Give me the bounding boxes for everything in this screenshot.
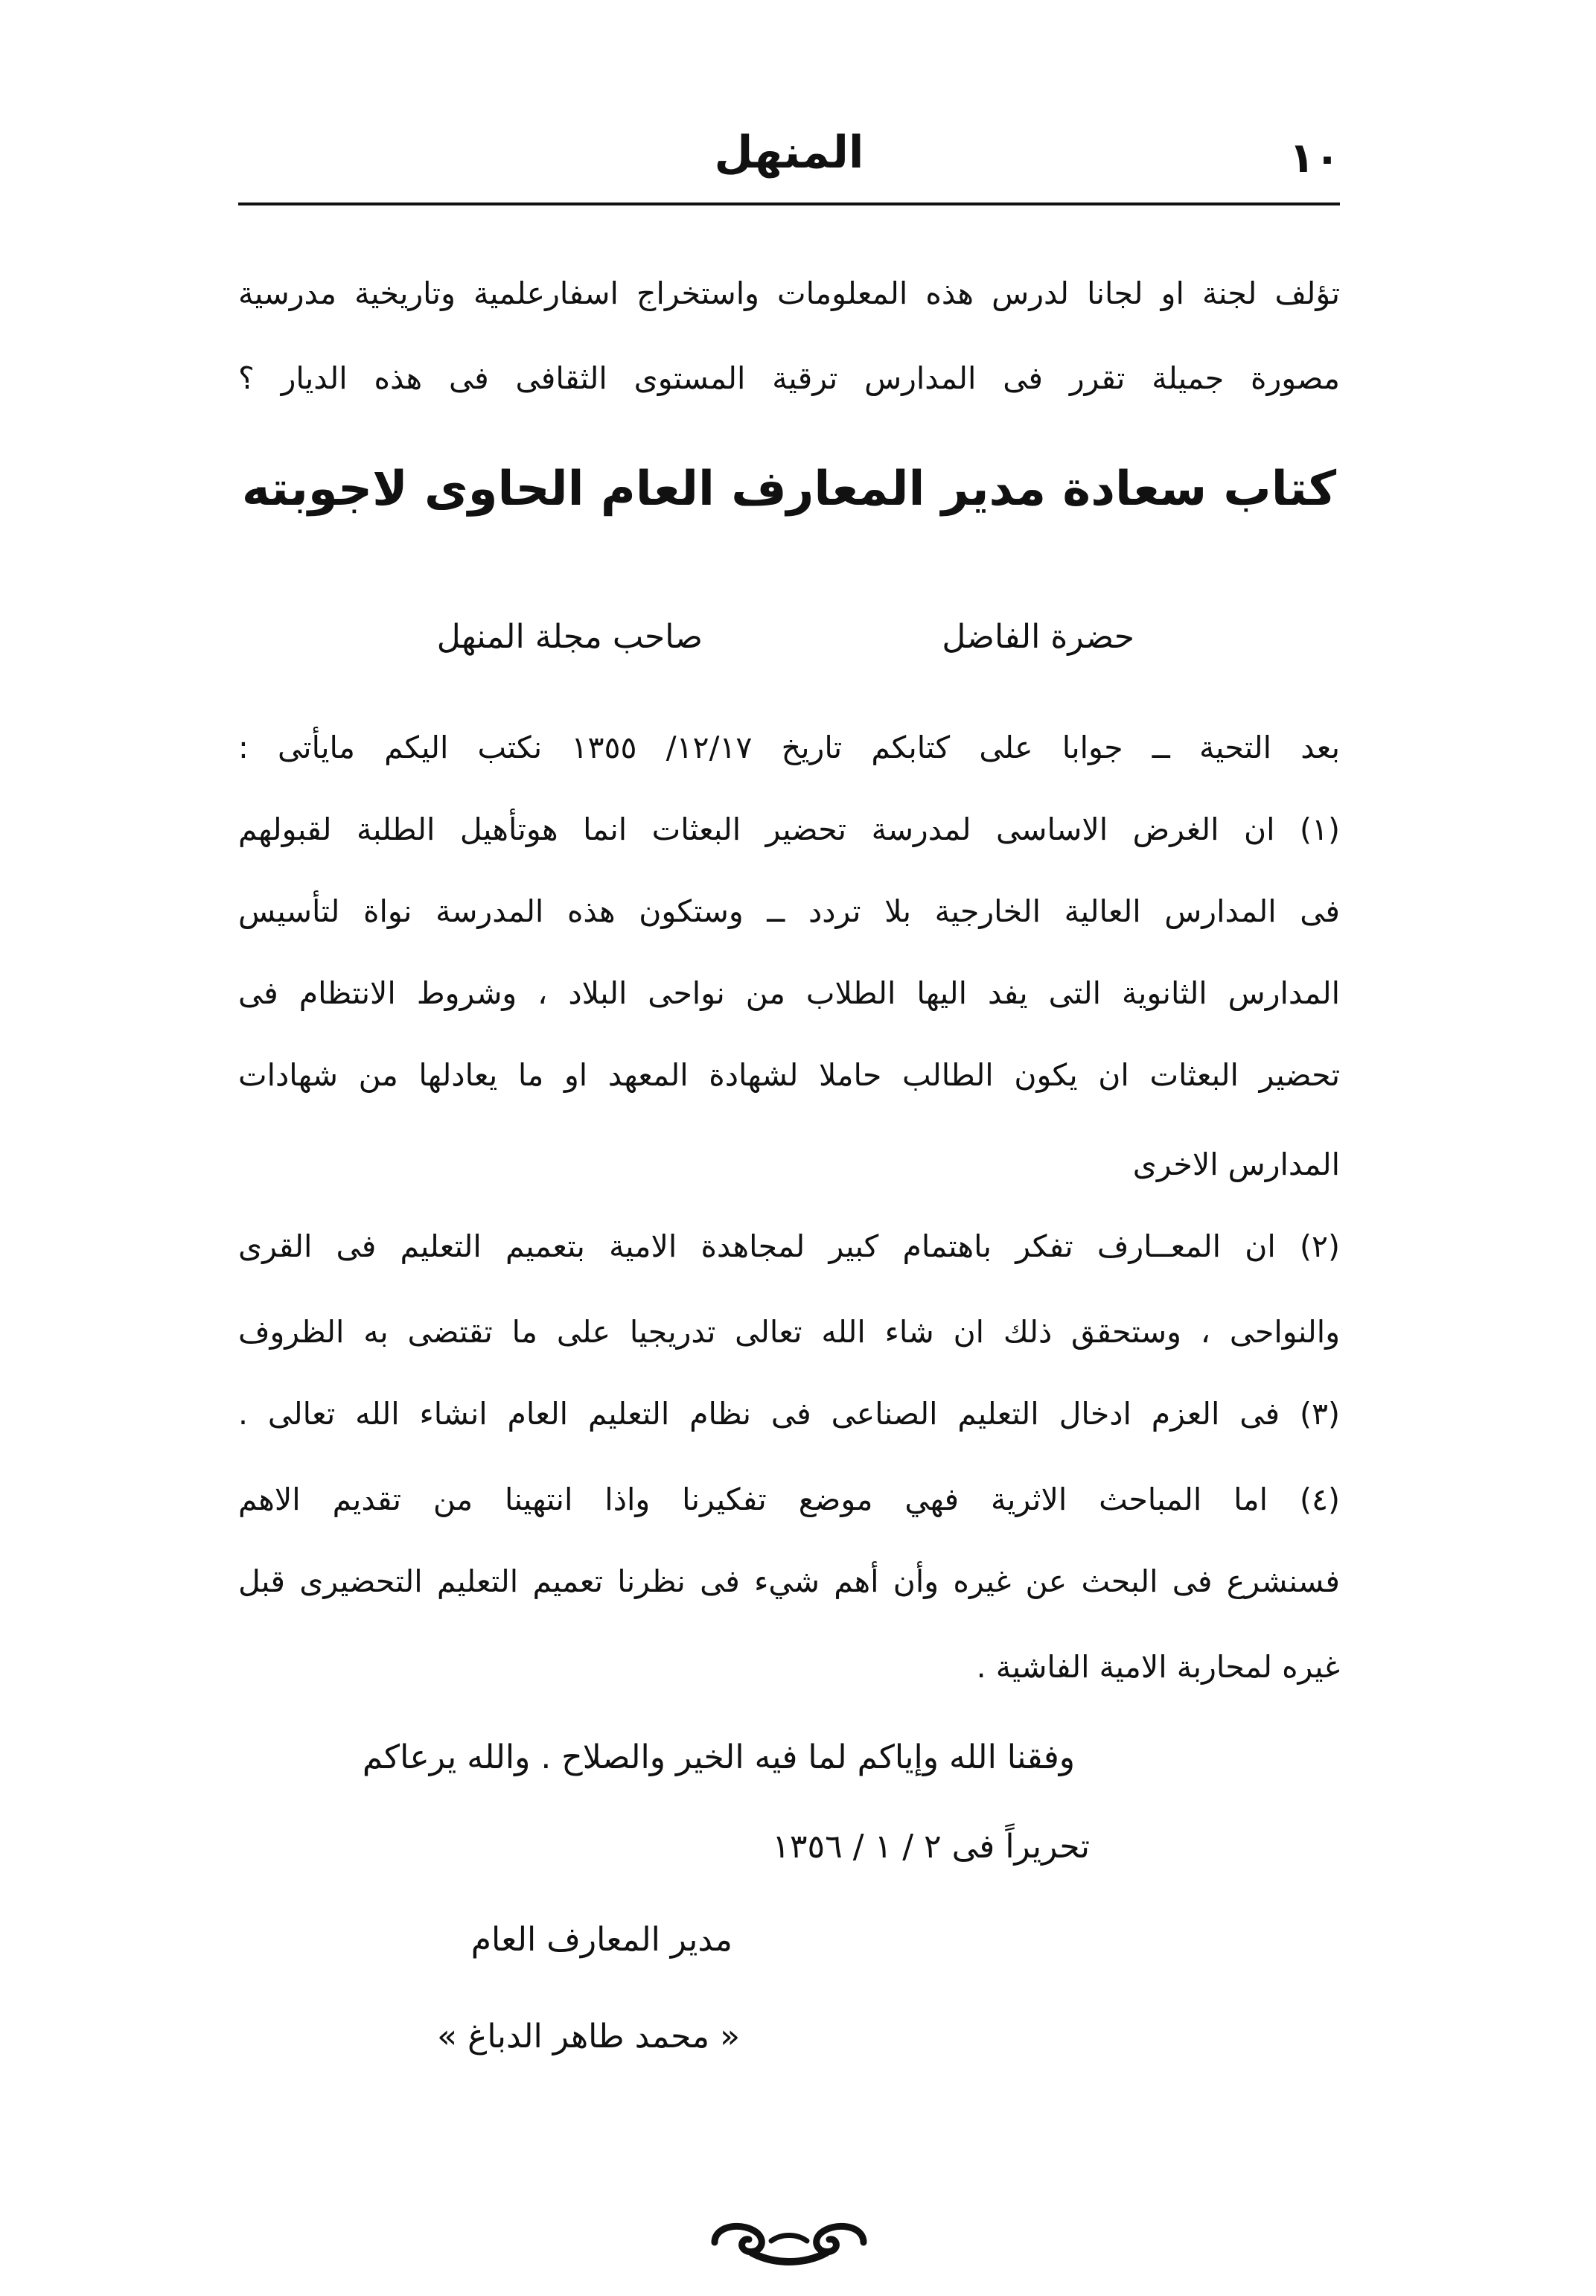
closing-prayer: وفقنا الله وإياكم لما فيه الخير والصلاح . والله يرعاكم [362,1738,1075,1776]
paragraph-2-line-1: (٢) ان المعــارف تفكر باهتمام كبير لمجاهدة الامية بتعميم التعليم فى القرى [238,1228,1340,1264]
salutation-addressee: حضرة الفاضل [942,618,1134,656]
paragraph-1-line-2: فى المدارس العالية الخارجية بلا تردد ــ وستكون هذه المدرسة نواة لتأسيس [238,893,1340,929]
letter-date: تحريراً فى ٢ / ١ / ١٣٥٦ [772,1828,1090,1866]
signature-name: « محمد طاهر الدباغ » [437,2018,740,2056]
header-rule [238,203,1340,205]
page-number: ١٠ [1289,134,1340,182]
paragraph-1-line-1: (١) ان الغرض الاساسى لمدرسة تحضير البعثات انما هوتأهيل الطلبة لقبولهم [238,811,1340,847]
paragraph-1-line-5: المدارس الاخرى [1132,1147,1340,1182]
paragraph-4-line-1: (٤) اما المباحث الاثرية فهي موضع تفكيرنا واذا انتهينا من تقديم الاهم [238,1482,1340,1517]
salutation-publication: صاحب مجلة المنهل [436,618,703,656]
letter-heading: كتاب سعادة مدير المعارف العام الحاوى لاجوبته [241,462,1337,517]
paragraph-4-line-3: غيره لمحاربة الامية الفاشية . [976,1649,1340,1685]
letter-opening: بعد التحية ــ جوابا على كتابكم تاريخ ١٢/١٧/ ١٣٥٥ نكتب اليكم مايأتى : [238,730,1340,765]
intro-line-2: مصورة جميلة تقرر فى المدارس ترقية المستوى الثقافى فى هذه الديار ؟ [238,360,1340,396]
paragraph-4-line-2: فسنشرع فى البحث عن غيره وأن أهم شيء فى نظرنا تعميم التعليم التحضيرى قبل [238,1563,1340,1599]
page-header [238,127,1340,194]
signature-title: مدير المعارف العام [470,1921,732,1959]
end-ornament-icon [700,2211,878,2271]
intro-line-1: تؤلف لجنة او لجانا لدرس هذه المعلومات واستخراج اسفارعلمية وتاريخية مدرسية [238,275,1340,311]
paragraph-1-line-3: المدارس الثانوية التى يفد اليها الطلاب من نواحى البلاد ، وشروط الانتظام فى [238,975,1340,1011]
paragraph-2-line-2: والنواحى ، وستحقق ذلك ان شاء الله تعالى تدريجيا على ما تقتضى به الظروف [238,1314,1340,1350]
running-title: المنهل [714,127,864,179]
paragraph-3-line-1: (٣) فى العزم ادخال التعليم الصناعى فى نظام التعليم العام انشاء الله تعالى . [238,1396,1340,1432]
paragraph-1-line-4: تحضير البعثات ان يكون الطالب حاملا لشهادة المعهد او ما يعادلها من شهادات [238,1057,1340,1093]
